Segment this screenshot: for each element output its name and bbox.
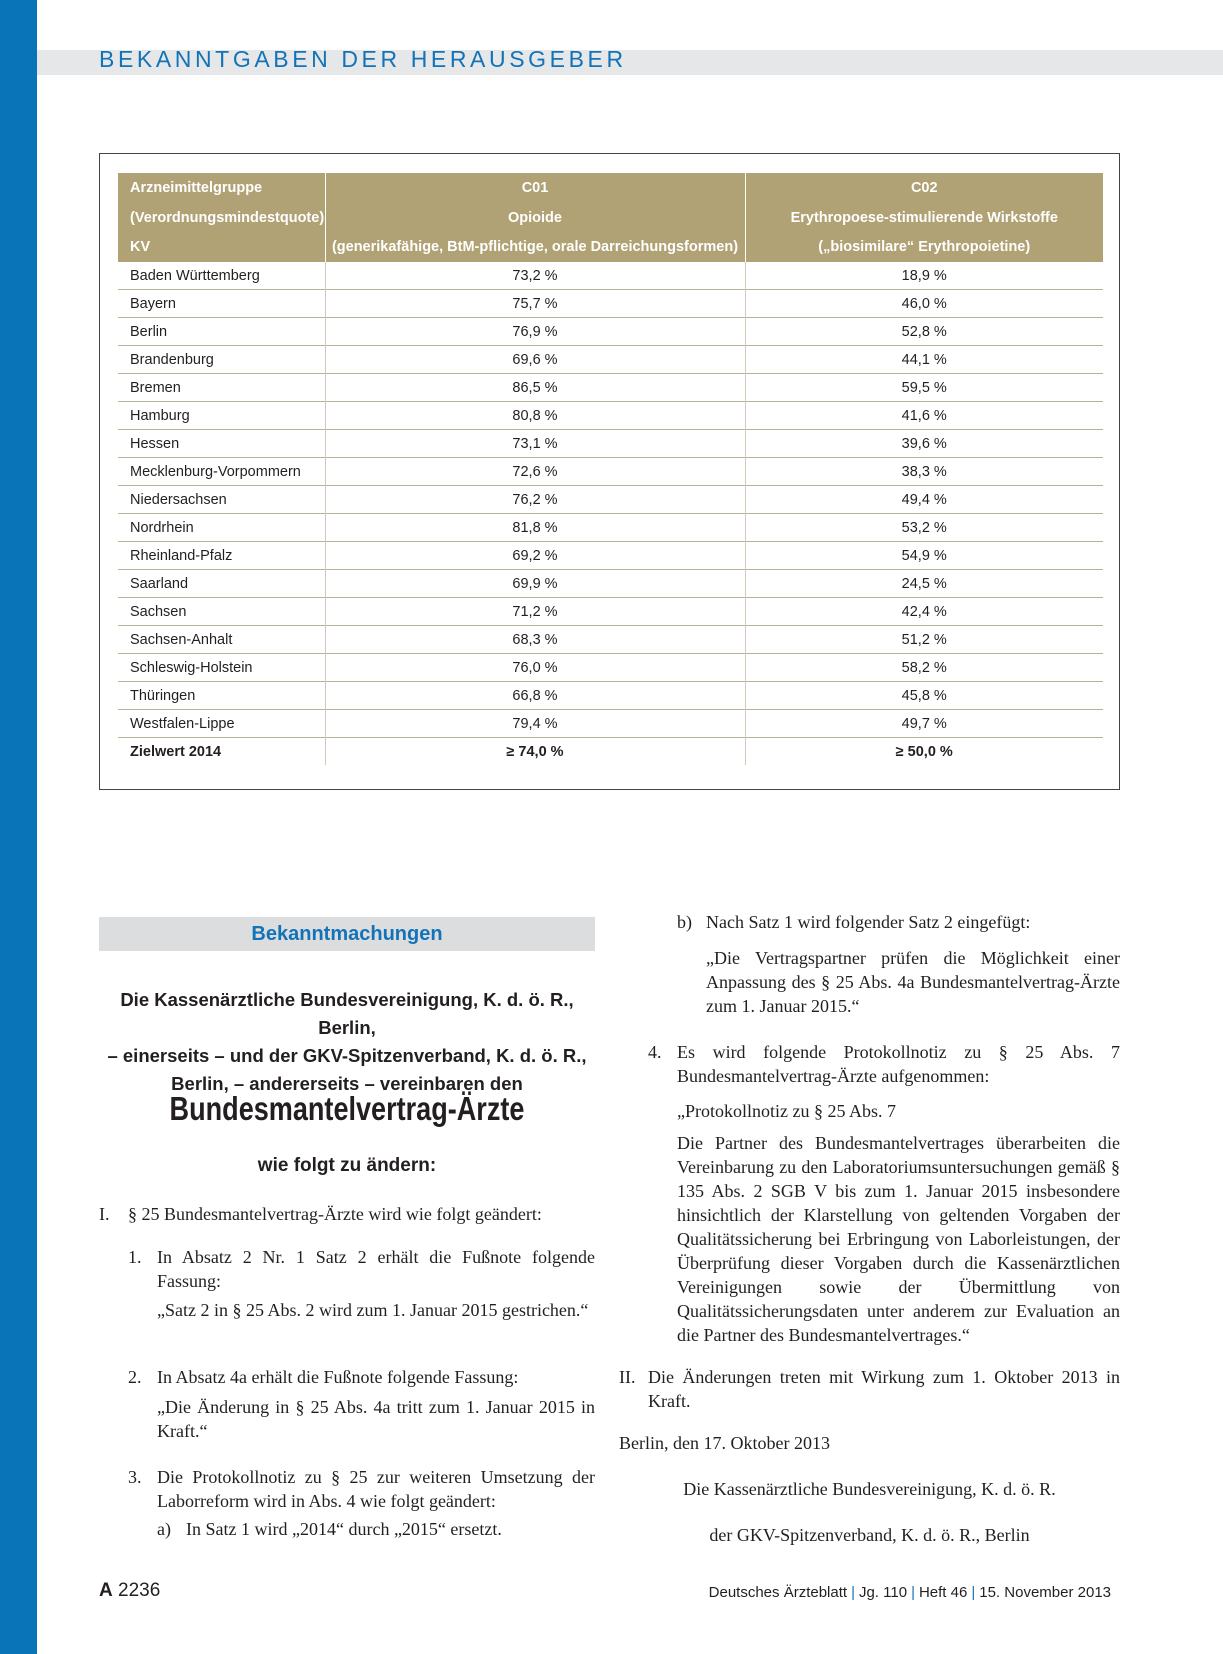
item-text: In Satz 1 wird „2014“ durch „2015“ ersetzt. (186, 1519, 502, 1539)
table-cell: Rheinland-Pfalz (118, 542, 325, 570)
item-quote: „Satz 2 in § 25 Abs. 2 wird zum 1. Januar 2015 gestrichen.“ (157, 1300, 589, 1320)
header-cell: (Verordnungsmindestquote) (118, 203, 325, 232)
table-cell: 76,0 % (325, 654, 745, 682)
header-cell: KV (118, 232, 325, 262)
table-cell: Hessen (118, 430, 325, 458)
item-number: a) (157, 1519, 171, 1539)
table-row (118, 654, 1103, 682)
table-row (118, 682, 1103, 710)
page-prefix: A (99, 1580, 113, 1601)
page-number-value: 2236 (118, 1580, 161, 1601)
table-cell: 79,4 % (325, 710, 745, 738)
table-cell: Saarland (118, 570, 325, 598)
table-cell: 69,2 % (325, 542, 745, 570)
item-number: 3. (128, 1467, 142, 1487)
table-cell: 51,2 % (745, 626, 1103, 654)
table-row (118, 626, 1103, 654)
table-cell: 59,5 % (745, 374, 1103, 402)
table-cell: Berlin (118, 318, 325, 346)
signatory-1: Die Kassenärztliche Bundesvereinigung, K. d. ö. R. (683, 1479, 1056, 1499)
table-row (118, 458, 1103, 486)
item-text: Die Protokollnotiz zu § 25 zur weiteren Umsetzung der Laborreform wird in Abs. 4 wie folgt geändert: (157, 1467, 595, 1511)
item-quote: Die Partner des Bundesmantelvertrages überarbeiten die Vereinbarung zu den Laboratoriumsuntersuchungen gemäß § 135 Abs. 2 SGB V bis zum 1. Januar 2015 insbesondere hinsichtlich der Klarstellung von geltenden Vorgaben der Qualitätssicherung bei Erbringung von Laborleistungen, der Überprüfung dieser Vorgaben durch die Kassenärztlichen Vereinigungen sowie der Übermittlung von Qualitätssicherungsdaten unter anderem zur Evaluation an die Partner des Bundesmantelvertrages.“ (677, 1133, 1120, 1345)
table-cell: 81,8 % (325, 514, 745, 542)
frame-corner-left (99, 153, 100, 173)
table-cell: 80,8 % (325, 402, 745, 430)
table-row (118, 570, 1103, 598)
table-cell: 49,4 % (745, 486, 1103, 514)
table-cell: 46,0 % (745, 290, 1103, 318)
table-header-row (118, 173, 1103, 203)
section-band: Bekanntmachungen (99, 917, 595, 951)
table-row (118, 542, 1103, 570)
table-cell: 76,9 % (325, 318, 745, 346)
frame-corner-right (1119, 153, 1120, 173)
table-cell: 45,8 % (745, 682, 1103, 710)
table-cell: 69,9 % (325, 570, 745, 598)
journal-citation: Deutsches Ärzteblatt | Jg. 110 | Heft 46 | 15. November 2013 (708, 1584, 1111, 1601)
intro-line: – einerseits – und der GKV-Spitzenverband, K. d. ö. R., (107, 1045, 587, 1066)
item-text: Nach Satz 1 wird folgender Satz 2 eingefügt: (706, 912, 1031, 932)
table-cell: 75,7 % (325, 290, 745, 318)
intro-line: Die Kassenärztliche Bundesvereinigung, K. d. ö. R., Berlin, (120, 989, 574, 1038)
table-header-row (118, 232, 1103, 262)
table-row (118, 402, 1103, 430)
item-text: Es wird folgende Protokollnotiz zu § 25 Abs. 7 Bundesmantelvertrag-Ärzte aufgenommen: (677, 1042, 1120, 1086)
header-cell: („biosimilare“ Erythropoietine) (745, 232, 1103, 262)
item-number: 1. (128, 1247, 142, 1267)
table-cell: Sachsen (118, 598, 325, 626)
table-row (118, 430, 1103, 458)
table-cell: Baden Württemberg (130, 267, 260, 284)
journal-volume: Jg. 110 (858, 1584, 908, 1601)
table-cell: 39,6 % (745, 430, 1103, 458)
table-cell: Thüringen (118, 682, 325, 710)
item-quote: „Die Änderung in § 25 Abs. 4a tritt zum 1. Januar 2015 in Kraft.“ (157, 1397, 595, 1441)
table-row (118, 486, 1103, 514)
signatory-2: der GKV-Spitzenverband, K. d. ö. R., Berlin (709, 1525, 1030, 1545)
table-cell: 42,4 % (745, 598, 1103, 626)
table-cell: 18,9 % (745, 262, 1103, 290)
table-cell: 86,5 % (325, 374, 745, 402)
header-cell: (generikafähige, BtM-pflichtige, orale Darreichungsformen) (325, 232, 745, 262)
left-color-bar (0, 0, 37, 1654)
item-quote-title: „Protokollnotiz zu § 25 Abs. 7 (677, 1101, 896, 1121)
date-line: Berlin, den 17. Oktober 2013 (619, 1433, 830, 1453)
journal-name: Deutsches Ärzteblatt (708, 1584, 848, 1601)
table-row (118, 318, 1103, 346)
header-cell: C02 (745, 173, 1103, 203)
table-cell: Niedersachsen (118, 486, 325, 514)
intro-line: Berlin, – andererseits – vereinbaren den (171, 1073, 523, 1094)
table-row (118, 514, 1103, 542)
table-cell: Sachsen-Anhalt (118, 626, 325, 654)
table-cell: 38,3 % (745, 458, 1103, 486)
table-cell: Mecklenburg-Vorpommern (118, 458, 325, 486)
table-cell: 72,6 % (325, 458, 745, 486)
page-number (99, 1580, 160, 1602)
table-row (118, 374, 1103, 402)
table-cell: Hamburg (118, 402, 325, 430)
table-row (118, 346, 1103, 374)
header-cell: Erythropoese-stimulierende Wirkstoffe (745, 203, 1103, 232)
table-cell: 49,7 % (745, 710, 1103, 738)
table-cell: Westfalen-Lippe (118, 710, 325, 738)
item-text: Die Änderungen treten mit Wirkung zum 1. Oktober 2013 in Kraft. (648, 1367, 1120, 1411)
table-cell: 73,1 % (325, 430, 745, 458)
table-row (118, 290, 1103, 318)
table-cell: 24,5 % (745, 570, 1103, 598)
table-cell: 53,2 % (745, 514, 1103, 542)
table-cell: 76,2 % (325, 486, 745, 514)
table-cell: Schleswig-Holstein (118, 654, 325, 682)
table-cell: 52,8 % (745, 318, 1103, 346)
table-cell: 54,9 % (745, 542, 1103, 570)
table-cell: 44,1 % (745, 346, 1103, 374)
table-row-target (118, 738, 1103, 766)
item-number: 4. (648, 1042, 662, 1062)
table-cell: 58,2 % (745, 654, 1103, 682)
table-cell: Bremen (118, 374, 325, 402)
document-title: Bundesmantelvertrag-Ärzte (169, 1090, 525, 1127)
item-text: In Absatz 2 Nr. 1 Satz 2 erhält die Fußnote folgende Fassung: (157, 1247, 595, 1291)
table-cell: Brandenburg (118, 346, 325, 374)
document-subtitle: wie folgt zu ändern: (257, 1155, 437, 1176)
table-header-row (118, 203, 1103, 232)
table-cell: 66,8 % (325, 682, 745, 710)
item-number: II. (619, 1367, 636, 1387)
journal-issue: Heft 46 (918, 1584, 968, 1601)
table-row (118, 262, 1103, 290)
header-cell: Arzneimittelgruppe (118, 173, 325, 203)
table-cell: Zielwert 2014 (118, 738, 325, 766)
item-quote: „Die Vertragspartner prüfen die Möglichkeit einer Anpassung des § 25 Abs. 4a Bundesmantelvertrag-Ärzte zum 1. Januar 2015.“ (706, 948, 1120, 1016)
table-cell: 73,2 % (325, 262, 745, 290)
table-cell: 71,2 % (325, 598, 745, 626)
header-cell: C01 (325, 173, 745, 203)
table-cell: ≥ 74,0 % (325, 738, 745, 766)
section-header-title: BEKANNTGABEN DER HERAUSGEBER (99, 46, 627, 72)
item-number: I. (99, 1204, 110, 1224)
table-cell: 68,3 % (325, 626, 745, 654)
table-cell: ≥ 50,0 % (745, 738, 1103, 766)
table-row (118, 598, 1103, 626)
table-cell: 41,6 % (745, 402, 1103, 430)
notice-intro (99, 986, 595, 1098)
table-row (118, 710, 1103, 738)
header-cell: Opioide (325, 203, 745, 232)
table-cell: Bayern (118, 290, 325, 318)
item-text: In Absatz 4a erhält die Fußnote folgende Fassung: (157, 1367, 519, 1387)
quota-table (118, 173, 1103, 765)
table-cell: 69,6 % (325, 346, 745, 374)
item-number: b) (677, 912, 692, 932)
table-cell: Nordrhein (118, 514, 325, 542)
item-text: § 25 Bundesmantelvertrag-Ärzte wird wie folgt geändert: (128, 1204, 542, 1224)
journal-date: 15. November 2013 (979, 1584, 1111, 1601)
item-number: 2. (128, 1367, 142, 1387)
